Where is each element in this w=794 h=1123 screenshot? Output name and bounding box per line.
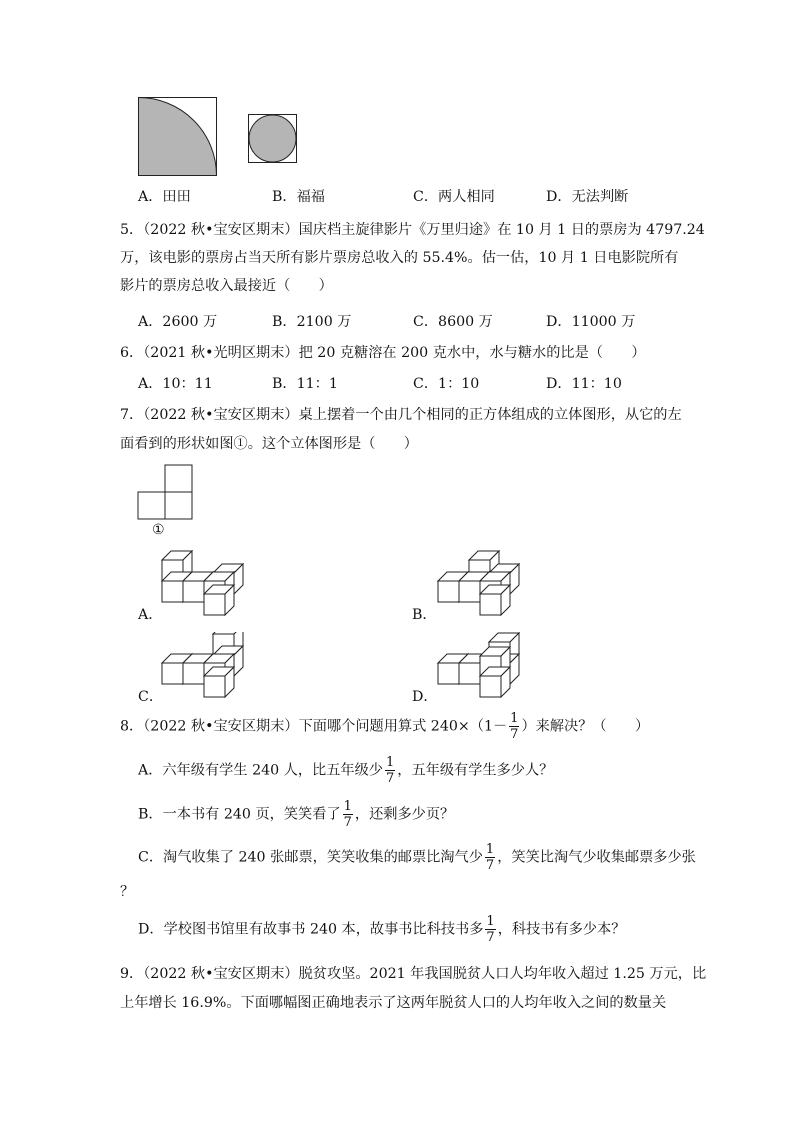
fraction-numerator: 1 [510, 711, 519, 726]
fraction [509, 712, 519, 741]
fraction-denominator: 7 [485, 858, 495, 873]
fraction-denominator: 7 [510, 727, 519, 742]
q8-stem-a: 8．（2022 秋•宝安区期末）下面哪个问题用算式 240×（1－ [120, 718, 508, 735]
q8-option-c-text: C．淘气收集了 240 张邮票，笑笑收集的邮票比淘气少 [138, 849, 483, 866]
q8-option-c-continuation: ？ [120, 884, 135, 900]
q8-stem [120, 712, 649, 741]
fraction [385, 756, 395, 785]
q4-option-a[interactable]: A．田田 [138, 189, 191, 205]
q5-line-1: 5．（2022 秋•宝安区期末）国庆档主旋律影片《万里归途》在 10 月 1 日的票房为 4797.24 [120, 222, 705, 238]
cube-figure-c [160, 632, 246, 698]
q5-option-c[interactable]: C．8600 万 [413, 314, 493, 330]
fraction-denominator: 7 [343, 815, 352, 830]
q8-option-a-text-end: ，五年级有学生多少人？ [397, 762, 554, 779]
q8-option-d[interactable] [138, 915, 625, 944]
q5-line-2: 万，该电影的票房占当天所有影片票房总收入的 55.4%。估一估，10 月 1 日电影院所有 [120, 250, 679, 266]
cube [480, 585, 510, 615]
q8-option-d-text-end: ，科技书有多少本？ [497, 921, 626, 938]
q7-option-a[interactable]: A． [138, 607, 163, 623]
q8-option-b[interactable] [138, 800, 454, 829]
fraction [485, 915, 495, 944]
q8-option-b-text: B．一本书有 240 页，笑笑看了 [138, 806, 341, 823]
fraction [485, 843, 495, 872]
q8-stem-b: ）来解决？（ ） [521, 718, 650, 735]
q6-option-d[interactable]: D．11：10 [546, 376, 622, 392]
q6-option-a[interactable]: A．10：11 [138, 376, 213, 392]
fraction-numerator: 1 [385, 755, 395, 770]
fraction-numerator: 1 [486, 914, 495, 929]
q5-option-d[interactable]: D．11000 万 [546, 314, 636, 330]
q7-option-c[interactable]: C． [138, 689, 164, 705]
q7-line-1: 7．（2022 秋•宝安区期末）桌上摆着一个由几个相同的正方体组成的立体图形，从它的左 [120, 407, 682, 423]
q5-line-3: 影片的票房总收入最接近（ ） [120, 278, 333, 294]
q6-option-c[interactable]: C．1：10 [413, 376, 480, 392]
q5-option-a[interactable]: A．2600 万 [138, 314, 218, 330]
q6-option-b[interactable]: B．11：1 [272, 376, 338, 392]
q4-option-b[interactable]: B．福福 [272, 189, 325, 205]
q8-option-c-text-end: ，笑笑比淘气少收集邮票多少张 [497, 849, 696, 866]
fraction [343, 800, 353, 829]
fraction-numerator: 1 [485, 842, 495, 857]
left-view-figure [137, 464, 195, 520]
q8-option-c[interactable] [138, 843, 696, 872]
quarter-circle-figure [138, 97, 218, 177]
q8-option-a-text: A．六年级有学生 240 人，比五年级少 [138, 762, 383, 779]
circle-in-square-figure [248, 114, 298, 164]
cube-figure-d [436, 632, 522, 698]
fraction-numerator: 1 [343, 799, 352, 814]
cube [480, 667, 510, 697]
q7-option-b[interactable]: B． [412, 607, 437, 623]
q9-line-1: 9．（2022 秋•宝安区期末）脱贫攻坚。2021 年我国脱贫人口人均年收入超过 1.25 万元，比 [120, 966, 707, 982]
q8-option-b-text-end: ，还剩多少页？ [354, 806, 455, 823]
cube [204, 667, 234, 697]
q4-option-c[interactable]: C．两人相同 [413, 189, 495, 205]
q6-line-1: 6．（2021 秋•光明区期末）把 20 克糖溶在 200 克水中，水与糖水的比是（ ） [120, 345, 646, 361]
q8-option-d-text: D．学校图书馆里有故事书 240 本，故事书比科技书多 [138, 921, 484, 938]
q4-option-d[interactable]: D．无法判断 [546, 189, 629, 205]
fraction-denominator: 7 [385, 771, 395, 786]
q9-line-2: 上年增长 16.9%。下面哪幅图正确地表示了这两年脱贫人口的人均年收入之间的数量关 [120, 995, 667, 1011]
q7-line-2: 面看到的形状如图①。这个立体图形是（ ） [120, 436, 418, 452]
cube [204, 585, 234, 615]
q5-option-b[interactable]: B．2100 万 [272, 314, 352, 330]
fraction-denominator: 7 [486, 930, 495, 945]
cube-figure-a [160, 550, 246, 616]
cube-figure-b [436, 550, 522, 616]
q8-option-a[interactable] [138, 756, 553, 785]
figure-label: ① [152, 522, 165, 538]
q7-option-d[interactable]: D． [412, 689, 438, 705]
